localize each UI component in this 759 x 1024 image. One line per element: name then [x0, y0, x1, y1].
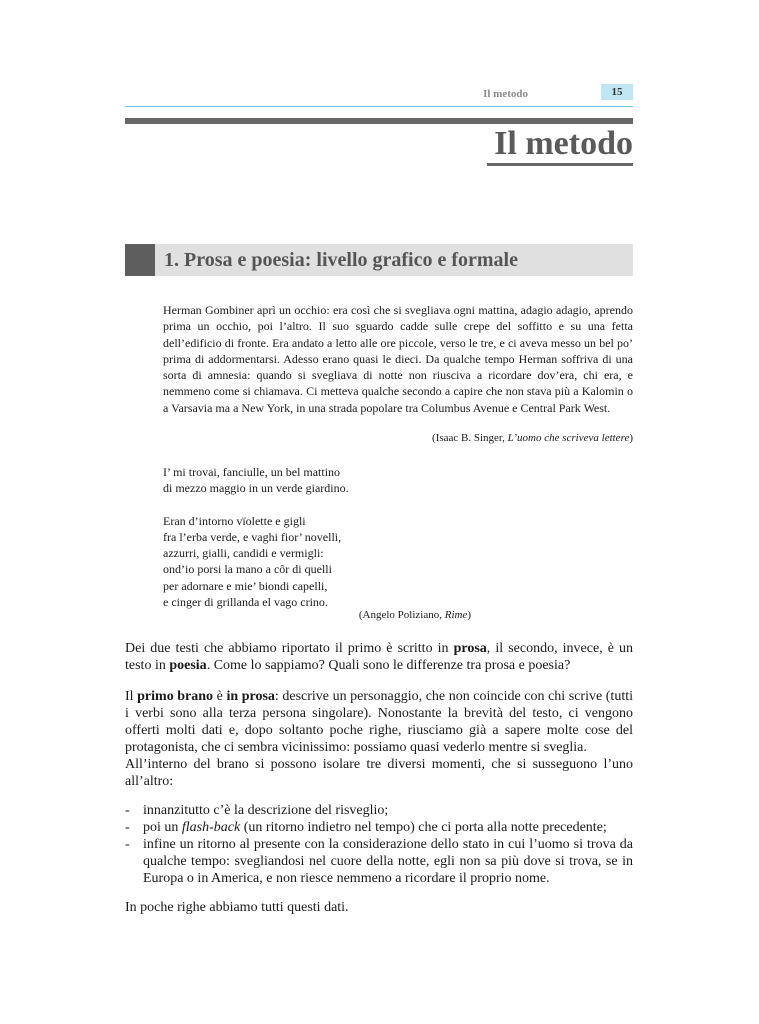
body-paragraph-3: All’interno del brano si possono isolare tre diversi momenti, che si susseguono l’uno all’altro:	[125, 757, 633, 789]
poem-line: azzurri, gialli, candidi e vermigli:	[163, 546, 324, 561]
body-paragraph-1	[125, 640, 633, 674]
text-run: è	[213, 689, 227, 704]
text-run: Il	[125, 689, 138, 704]
list-item	[125, 819, 633, 836]
poem-line: Eran d’intorno vïolette e gigli	[163, 513, 306, 528]
bullet-dash: -	[125, 803, 130, 818]
poem-line: di mezzo maggio in un verde giardino.	[163, 481, 349, 496]
poem-line: e cinger di grillanda el vago crino.	[163, 595, 328, 610]
section-heading-marker	[125, 244, 155, 276]
chapter-title: Il metodo	[494, 125, 633, 162]
term-flash-back: flash-back	[181, 820, 241, 835]
poem-citation	[163, 609, 471, 621]
page-number: 15	[601, 84, 633, 100]
bullet-dash: -	[125, 820, 130, 835]
keyword-prosa: prosa	[453, 641, 487, 656]
keyword-primo-brano: primo brano	[137, 689, 214, 704]
prose-citation-end: )	[629, 432, 633, 444]
text-run: . Come lo sappiamo? Quali sono le differenze tra prosa e poesia?	[206, 658, 571, 673]
text-run: , il secondo, invece, è un testo in	[125, 641, 633, 673]
list-item	[125, 836, 633, 887]
poem-stanza-2	[163, 513, 483, 611]
poem-quote	[163, 464, 483, 626]
prose-quote-text: Herman Gombiner aprì un occhio: era così che si svegliava ogni mattina, adagio adagio, aprendo prima un occhio, poi l’altro. Il suo sguardo cadde sulle crepe del soffitto e su una fetta dell’edificio di fronte. Era andato a letto alle ore piccole, verso le tre, e ci aveva messo un bel po’ prima di addormentarsi. Adesso erano quasi le dieci. Da qualche tempo Herman soffriva di una sorta di amnesia: quando si svegliava di notte non riusciva a ricordare dov’era, chi era, e nemmeno come si chiamava. Ci metteva qualche secondo a capire che non stava più a Kalomin o a Varsavia ma a New York, in una strada popolare tra Columbus Avenue e Central Park West.	[163, 303, 633, 415]
prose-citation-author: (Isaac B. Singer,	[432, 432, 508, 444]
moments-list	[125, 802, 633, 887]
poem-citation-end: )	[467, 609, 471, 621]
poem-citation-author: (Angelo Poliziano,	[358, 609, 445, 621]
list-item-text: infine un ritorno al presente con la considerazione dello stato in cui l’uomo si trova da qualche tempo: svegliandosi nel cuore della notte, egli non sa più dove si trova, se in Europa o in America, e non riesce nemmeno a ricordare il proprio nome.	[143, 837, 633, 886]
list-item-text: (un ritorno indietro nel tempo) che ci porta alla notte precedente;	[240, 820, 607, 835]
section-title: 1. Prosa e poesia: livello grafico e formale	[164, 249, 518, 271]
prose-quote	[163, 302, 633, 416]
list-item	[125, 802, 633, 819]
prose-citation	[163, 432, 633, 444]
poem-line: fra l’erba verde, e vaghi fior’ novelli,	[163, 529, 342, 544]
keyword-in-prosa: in prosa	[226, 689, 275, 704]
running-header	[125, 84, 633, 104]
running-title: Il metodo	[483, 88, 528, 100]
closing-sentence: In poche righe abbiamo tutti questi dati.	[125, 900, 349, 915]
list-item-text: poi un	[143, 820, 182, 835]
body-paragraph-2	[125, 688, 633, 790]
body-paragraph-4	[125, 899, 633, 916]
poem-line: per adornare e mie’ biondi capelli,	[163, 578, 328, 593]
header-rule	[125, 106, 633, 107]
poem-line: ond’io porsi la mano a côr di quelli	[163, 562, 332, 577]
poem-stanza-1	[163, 464, 483, 497]
poem-line: I’ mi trovai, fanciulle, un bel mattino	[163, 465, 341, 479]
prose-citation-work: L’uomo che scriveva lettere	[507, 432, 630, 444]
keyword-poesia: poesia	[169, 658, 207, 673]
chapter-title-underline	[487, 163, 633, 166]
poem-citation-work: Rime	[444, 609, 468, 621]
bullet-dash: -	[125, 837, 130, 852]
text-run: : descrive un personaggio, che non coincide con chi scrive (tutti i verbi sono alla terza persona singolare). Nonostante la brevità del testo, ci vengono offerti molti dati e, dopo soltanto poche righe, riusciamo già a sapere molte cose del protagonista, che ci sembra vicinissimo: possiamo quasi vederlo mentre si sveglia.	[125, 689, 633, 755]
list-item-text: innanzitutto c’è la descrizione del risveglio;	[143, 803, 389, 818]
text-run: Dei due testi che abbiamo riportato il primo è scritto in	[125, 641, 454, 656]
